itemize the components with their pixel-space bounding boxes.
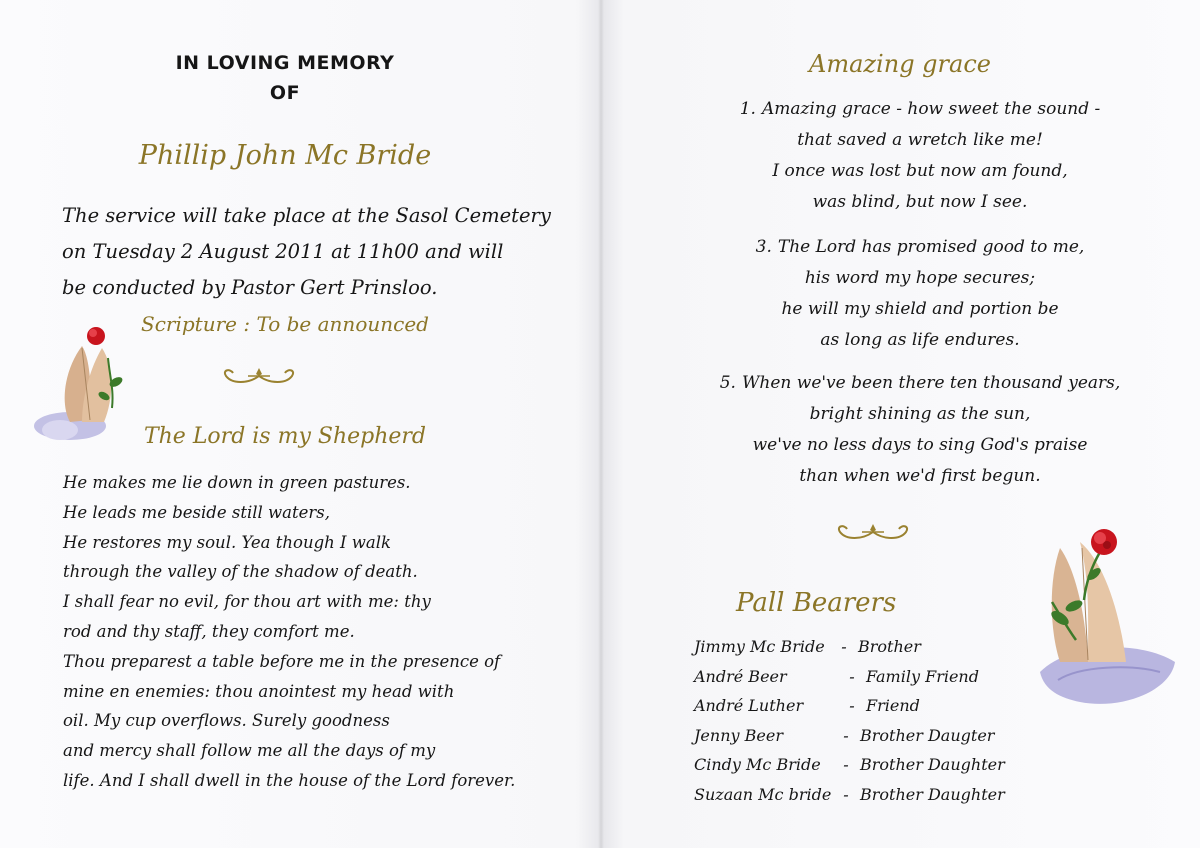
hymn-verse-3 (700, 232, 1140, 356)
verse-line: he will my shield and portion be (781, 299, 1059, 319)
bearer-row (694, 632, 1034, 662)
psalm-line: oil. My cup overflows. Surely goodness (63, 711, 390, 731)
verse-number: 5. (719, 373, 736, 393)
bearer-row (694, 662, 1034, 692)
bearer-dash: - (849, 666, 855, 686)
bearer-row (694, 691, 1034, 721)
bearer-relation: Brother Daughter (860, 784, 1005, 804)
bearer-relation: Brother Daughter (860, 755, 1005, 774)
psalm-line: rod and thy staff, they comfort me. (63, 621, 355, 641)
scroll-flourish-icon (218, 364, 300, 386)
service-details: The service will take place at the Sasol Cemetery on Tuesday 2 August 2011 at 11h00 and will be conducted by Pastor Gert Prinsloo. (62, 204, 551, 299)
page-fold (598, 0, 604, 848)
verse-line: I once was lost but now am found, (772, 161, 1068, 181)
bearer-relation: Brother Daugter (860, 725, 995, 745)
psalm-line: I shall fear no evil, for thou art with me: thy (63, 592, 431, 612)
hymn-title: Amazing grace (809, 50, 991, 78)
verse-number: 3. (755, 237, 772, 257)
bearer-relation: Friend (866, 696, 920, 715)
memory-heading-line1: IN LOVING MEMORY (175, 52, 395, 74)
praying-hands-rose-icon (1030, 522, 1180, 712)
bearer-name: Jenny Beer (694, 725, 783, 745)
bearer-dash: - (843, 784, 849, 804)
verse-line: we've no less days to sing God's praise (752, 435, 1088, 455)
bearer-row (694, 750, 1034, 780)
psalm-line: through the valley of the shadow of death. (63, 562, 418, 582)
verse-line: was blind, but now I see. (812, 192, 1028, 212)
bearer-dash: - (841, 637, 847, 656)
pall-bearers-title: Pall Bearers (736, 588, 897, 618)
bearer-dash: - (843, 725, 849, 745)
bearer-name: Cindy Mc Bride (694, 755, 821, 774)
psalm-line: and mercy shall follow me all the days of my (63, 741, 436, 761)
bearer-dash: - (849, 696, 855, 715)
bearer-name: André Beer (694, 666, 787, 686)
verse-line: Amazing grace - how sweet the sound - (761, 99, 1101, 119)
bearer-dash: - (843, 755, 849, 774)
bearer-name: Jimmy Mc Bride (694, 637, 825, 656)
deceased-name: Phillip John Mc Bride (138, 140, 432, 171)
psalm-line: mine en enemies: thou anointest my head with (63, 681, 455, 701)
scripture-line: Scripture : To be announced (141, 312, 429, 336)
bearer-relation: Family Friend (866, 666, 979, 686)
psalm-text (63, 468, 563, 796)
verse-line: as long as life endures. (820, 330, 1020, 350)
verse-line: When we've been there ten thousand years, (741, 373, 1121, 393)
psalm-line: He leads me beside still waters, (63, 502, 330, 522)
bearer-row (694, 780, 1034, 810)
psalm-line: He restores my soul. Yea though I walk (63, 532, 392, 552)
pall-bearers-list (694, 632, 1034, 809)
hymn-verse-5 (700, 368, 1140, 492)
psalm-line: He makes me lie down in green pastures. (63, 473, 411, 492)
verse-line: his word my hope secures; (804, 268, 1036, 288)
psalm-title: The Lord is my Shepherd (143, 424, 427, 449)
bearer-row (694, 721, 1034, 751)
verse-line: than when we'd first begun. (799, 466, 1041, 486)
verse-line: The Lord has promised good to me, (777, 237, 1085, 257)
memory-heading (150, 48, 420, 108)
bearer-relation: Brother (858, 637, 921, 656)
psalm-line: life. And I shall dwell in the house of the Lord forever. (63, 770, 516, 790)
verse-line: bright shining as the sun, (809, 404, 1031, 424)
scroll-flourish-icon (832, 520, 914, 542)
bearer-name: André Luther (694, 696, 804, 715)
verse-number: 1. (739, 99, 756, 119)
bearer-name: Suzaan Mc bride (694, 784, 832, 804)
memory-heading-line2: OF (269, 82, 301, 104)
hymn-verse-1 (700, 94, 1140, 218)
psalm-line: Thou preparest a table before me in the presence of (63, 651, 501, 671)
verse-line: that saved a wretch like me! (797, 130, 1043, 150)
